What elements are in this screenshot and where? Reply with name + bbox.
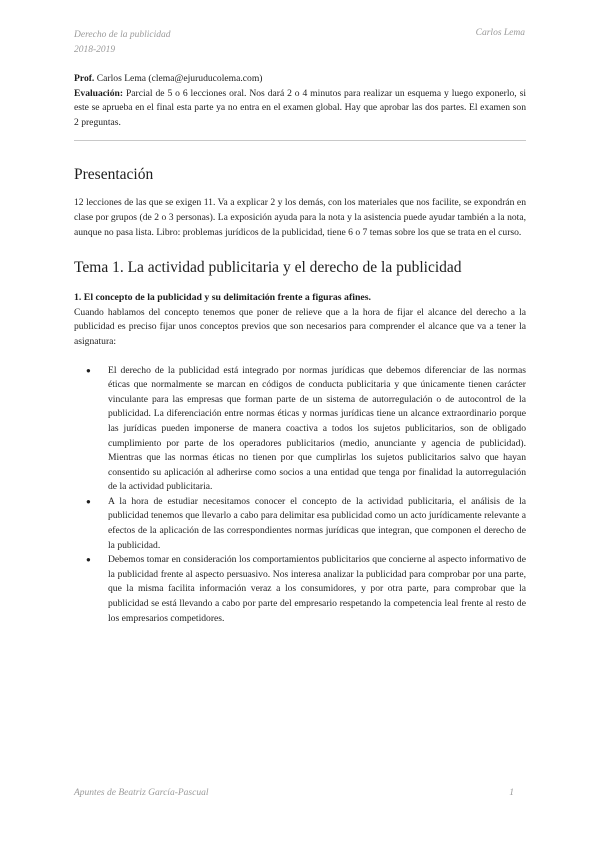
header-author: Carlos Lema [475,28,525,38]
page-header-left [74,28,170,58]
presentacion-paragraph: 12 lecciones de las que se exigen 11. Va a explicar 2 y los demás, con los materiales que nos facilite, se expondrán en clase por grupos (de 2 o 3 personas). La exposición ayuda para la nota y la asistencia puede ayudar también a la nota, aunque no pasa lista. Libro: problemas jurídicos de la publicidad, tiene 6 o 7 temas sobre los que se trata en el curso. [74,197,526,238]
bullet-list [74,364,526,627]
bullet-icon: ● [86,555,91,565]
presentacion-heading: Presentación [74,166,154,184]
tema1-subheading: 1. El concepto de la publicidad y su delimitación frente a figuras afines. [74,292,372,304]
course-info [74,72,526,130]
evaluation-label: Evaluación: [74,87,124,99]
document-content [74,72,526,626]
header-year: 2018-2019 [74,45,116,55]
footer-credit: Apuntes de Beatriz García-Pascual [74,788,209,798]
page-number: 1 [509,788,514,798]
tema1-intro-paragraph: Cuando hablamos del concepto tenemos que poner de relieve que a la hora de fijar el alcance del derecho a la publicidad es preciso fijar unos conceptos previos que son necesarios para comprender el alcance que va a tener la asignatura: [74,306,526,347]
bullet-icon: ● [86,496,91,506]
tema1-heading: Tema 1. La actividad publicitaria y el derecho de la publicidad [74,259,462,277]
professor-text: Carlos Lema (clema@ejuruducolema.com) [96,73,263,84]
list-item-text: El derecho de la publicidad está integrado por normas jurídicas que debemos diferenciar de las normas éticas que normalmente se marcan en códigos de conducta publicitaria y que únicamente tienen carácter vinculante para las empresas que forman parte de un sistema de autorregulación o de autocontrol de la publicidad. La diferenciación entre normas éticas y normas jurídicas tiene un alcance extraordinario porque las jurídicas pueden imponerse de manera coactiva a todos los sujetos publicitarios, son de obligado cumplimiento por parte de los operadores publicitarios (medio, anunciante y agencia de publicidad). Mientras que las normas éticas no tienen por que cumplirlas los sujetos publicitarios salvo que hayan consentido su aplicación al adherirse como socios a una entidad que tenga por finalidad la autorregulación de la actividad publicitaria. [108,364,526,493]
professor-line [74,72,526,87]
evaluation-text: Parcial de 5 o 6 lecciones oral. Nos dará 2 o 4 minutos para realizar un esquema y luego exponerlo, si este se aprueba en el final esta parte ya no entra en el examen global. Hay que aprobar las dos partes. El examen son 2 preguntas. [74,87,526,128]
list-item-text: A la hora de estudiar necesitamos conocer el concepto de la actividad publicitaria, el análisis de la publicidad tenemos que llevarlo a cabo para delimitar esa publicidad como un acto jurídicamente relevante a efectos de la aplicación de las correspondientes normas jurídicas que integran, que componen el derecho de la publicidad. [108,495,526,551]
list-item-text: Debemos tomar en consideración los comportamientos publicitarios que concierne al aspecto informativo de la publicidad frente al aspecto persuasivo. Nos interesa analizar la publicidad para comprobar por una parte, que la misma facilita información veraz a los consumidores, y por otra parte, para comprobar que la publicidad se está llevando a cabo por parte del empresario respetando la competencia leal frente al resto de los empresarios competidores. [108,554,526,624]
list-item [74,553,526,626]
list-item [74,495,526,553]
list-item [74,364,526,495]
bullet-icon: ● [86,365,91,375]
section-divider [74,140,526,141]
professor-label: Prof. [74,73,95,84]
evaluation-line [74,87,526,131]
header-course: Derecho de la publicidad [74,30,171,40]
